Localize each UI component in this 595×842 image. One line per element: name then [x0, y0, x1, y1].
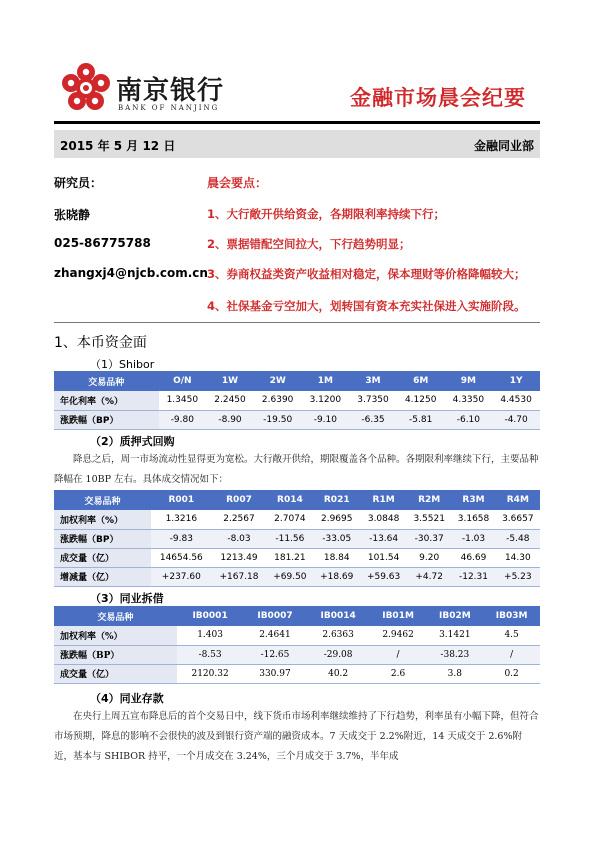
table-cell: 18.84 — [313, 548, 360, 567]
table-cell: 14.30 — [496, 548, 540, 567]
researcher-name: 张晓静 — [54, 208, 91, 222]
table-cell: +5.23 — [496, 567, 540, 586]
table-cell: 4.1250 — [397, 391, 445, 410]
table-cell: -33.05 — [313, 529, 360, 548]
table-cell: +237.60 — [151, 567, 211, 586]
table-cell: 3.1421 — [426, 626, 483, 645]
table-cell: 2120.32 — [177, 664, 244, 683]
table-cell: 4.3350 — [445, 391, 493, 410]
table-cell: +69.50 — [266, 567, 313, 586]
table-header-cell: IB01M — [370, 606, 427, 626]
table-cell: 2.6 — [370, 664, 427, 683]
table-cell: 3.8 — [426, 664, 483, 683]
report-header — [0, 0, 595, 130]
table-row — [54, 391, 540, 410]
table-header-cell: 1Y — [492, 371, 540, 391]
table-header-cell: O/N — [159, 371, 207, 391]
table-row — [54, 626, 540, 645]
bank-name-en: BANK OF NANJING — [118, 104, 220, 112]
table-cell: -8.03 — [212, 529, 267, 548]
table-cell: 1.3450 — [159, 391, 207, 410]
table-header-cell: 1W — [206, 371, 254, 391]
table-cell: 2.2450 — [206, 391, 254, 410]
repo-subtitle: （2）质押式回购 — [90, 435, 175, 448]
table-cell: 3.6657 — [496, 510, 540, 529]
shibor-table — [54, 371, 540, 430]
table-cell: +167.18 — [212, 567, 267, 586]
table-row — [54, 529, 540, 548]
table-cell: 1.3216 — [151, 510, 211, 529]
table-cell: 3.7350 — [349, 391, 397, 410]
row-label: 加权利率（%） — [54, 626, 177, 645]
table-header-cell: IB0007 — [243, 606, 306, 626]
section-divider — [54, 322, 540, 323]
table-cell: 2.9462 — [370, 626, 427, 645]
row-label: 涨跌幅（BP） — [54, 645, 177, 664]
repo-paragraph: 降息之后，周一市场流动性显得更为宽松。大行敞开供给，期限覆盖各个品种。各期限利率继续下行，主要品种降幅在 10BP 左右。具体成交情况如下： — [54, 454, 539, 485]
table-cell: 9.20 — [407, 548, 451, 567]
table-cell: 330.97 — [243, 664, 306, 683]
table-header-cell: 2W — [254, 371, 302, 391]
table-cell: -9.80 — [159, 410, 207, 429]
key-point-item: 1、大行敞开供给资金，各期限利率持续下行； — [207, 207, 445, 221]
table-header-row — [54, 371, 540, 391]
row-label: 年化利率（%） — [54, 391, 159, 410]
table-cell: -9.83 — [151, 529, 211, 548]
table-row — [54, 664, 540, 683]
table-cell: 2.9695 — [313, 510, 360, 529]
table-cell: 1.403 — [177, 626, 244, 645]
key-point-item: 2、票据错配空间拉大，下行趋势明显； — [207, 237, 411, 251]
table-cell: / — [483, 645, 540, 664]
table-cell: +4.72 — [407, 567, 451, 586]
table-header-cell: R1M — [360, 490, 407, 510]
date-bar — [54, 130, 540, 158]
table-cell: 3.1200 — [302, 391, 350, 410]
table-header-cell: R014 — [266, 490, 313, 510]
row-label: 涨跌幅（BP） — [54, 529, 151, 548]
table-header-cell: R007 — [212, 490, 267, 510]
row-label: 成交量（亿） — [54, 664, 177, 683]
table-cell: -8.53 — [177, 645, 244, 664]
researcher-phone: 025-86775788 — [54, 236, 151, 250]
table-cell: 4.5 — [483, 626, 540, 645]
table-cell: -6.35 — [349, 410, 397, 429]
table-cell: 3.0848 — [360, 510, 407, 529]
table-header-cell: 交易品种 — [54, 490, 151, 510]
table-cell: 0.2 — [483, 664, 540, 683]
table-header-cell: R3M — [451, 490, 495, 510]
table-header-cell: 6M — [397, 371, 445, 391]
table-header-cell: R021 — [313, 490, 360, 510]
table-cell: -5.81 — [397, 410, 445, 429]
table-header-cell: 9M — [445, 371, 493, 391]
table-cell: -4.70 — [492, 410, 540, 429]
repo-table — [54, 490, 540, 587]
table-cell: +18.69 — [313, 567, 360, 586]
table-cell: -19.50 — [254, 410, 302, 429]
table-cell: 14654.56 — [151, 548, 211, 567]
row-label: 增减量（亿） — [54, 567, 151, 586]
row-label: 成交量（亿） — [54, 548, 151, 567]
table-cell: -6.10 — [445, 410, 493, 429]
table-header-row — [54, 490, 540, 510]
header-rule — [54, 121, 540, 124]
key-points-title: 晨会要点： — [207, 176, 268, 190]
report-date: 2015 年 5 月 12 日 — [60, 139, 176, 153]
table-cell: 181.21 — [266, 548, 313, 567]
table-cell: 2.7074 — [266, 510, 313, 529]
table-row — [54, 410, 540, 429]
table-header-row — [54, 606, 540, 626]
table-row — [54, 510, 540, 529]
table-cell: -8.90 — [206, 410, 254, 429]
table-cell: -9.10 — [302, 410, 350, 429]
table-cell: -30.37 — [407, 529, 451, 548]
table-cell: -12.65 — [243, 645, 306, 664]
table-cell: 101.54 — [360, 548, 407, 567]
table-cell: -29.08 — [307, 645, 370, 664]
table-cell: 40.2 — [307, 664, 370, 683]
bank-name-cn: 南京银行 — [116, 76, 225, 106]
table-cell: -38.23 — [426, 645, 483, 664]
researcher-email: zhangxj4@njcb.com.cn — [54, 266, 208, 280]
table-cell: 1213.49 — [212, 548, 267, 567]
key-point-item: 4、社保基金亏空加大，划转国有资本充实社保进入实施阶段。 — [207, 299, 526, 313]
table-header-cell: 1M — [302, 371, 350, 391]
table-cell: 2.2567 — [212, 510, 267, 529]
table-cell: 4.4530 — [492, 391, 540, 410]
table-row — [54, 567, 540, 586]
shibor-subtitle: （1）Shibor — [90, 358, 155, 371]
table-cell: -13.64 — [360, 529, 407, 548]
deposits-paragraph: 在央行上周五宣布降息后的首个交易日中，线下货币市场利率继续维持了下行趋势，利率虽有小幅下降，但符合市场预期，降息的影响不会很快的波及到银行资产端的融资成本。7 天成交于 2.2%附近，14 天成交于 2.6%附近，基本与 SHIBOR 持平，一个月成交在 3.24%，三个月成交于 3.7%，半年成 — [54, 711, 539, 762]
table-cell: -5.48 — [496, 529, 540, 548]
table-header-cell: IB0014 — [307, 606, 370, 626]
table-row — [54, 645, 540, 664]
table-header-cell: R4M — [496, 490, 540, 510]
researcher-label: 研究员： — [54, 176, 103, 190]
interbank-subtitle: （3）同业拆借 — [90, 592, 164, 605]
table-cell: 46.69 — [451, 548, 495, 567]
table-cell: +59.63 — [360, 567, 407, 586]
table-header-cell: 3M — [349, 371, 397, 391]
section-title: 1、本币资金面 — [54, 335, 147, 351]
row-label: 加权利率（%） — [54, 510, 151, 529]
table-header-cell: IB0001 — [177, 606, 244, 626]
table-cell: 3.5521 — [407, 510, 451, 529]
table-header-cell: IB03M — [483, 606, 540, 626]
bank-logo-icon — [60, 62, 112, 114]
table-cell: -12.31 — [451, 567, 495, 586]
interbank-table — [54, 606, 540, 684]
table-header-cell: IB02M — [426, 606, 483, 626]
table-cell: / — [370, 645, 427, 664]
table-row — [54, 548, 540, 567]
table-cell: -11.56 — [266, 529, 313, 548]
deposits-subtitle: （4）同业存款 — [90, 692, 164, 705]
key-point-item: 3、券商权益类资产收益相对稳定，保本理财等价格降幅较大； — [207, 267, 526, 281]
table-header-cell: 交易品种 — [54, 371, 159, 391]
department-name: 金融同业部 — [473, 139, 534, 153]
table-header-cell: R001 — [151, 490, 211, 510]
table-cell: 2.6363 — [307, 626, 370, 645]
report-title: 金融市场晨会纪要 — [350, 86, 526, 110]
table-header-cell: R2M — [407, 490, 451, 510]
table-header-cell: 交易品种 — [54, 606, 177, 626]
table-cell: 2.4641 — [243, 626, 306, 645]
table-cell: -1.03 — [451, 529, 495, 548]
row-label: 涨跌幅（BP） — [54, 410, 159, 429]
table-cell: 2.6390 — [254, 391, 302, 410]
table-cell: 3.1658 — [451, 510, 495, 529]
